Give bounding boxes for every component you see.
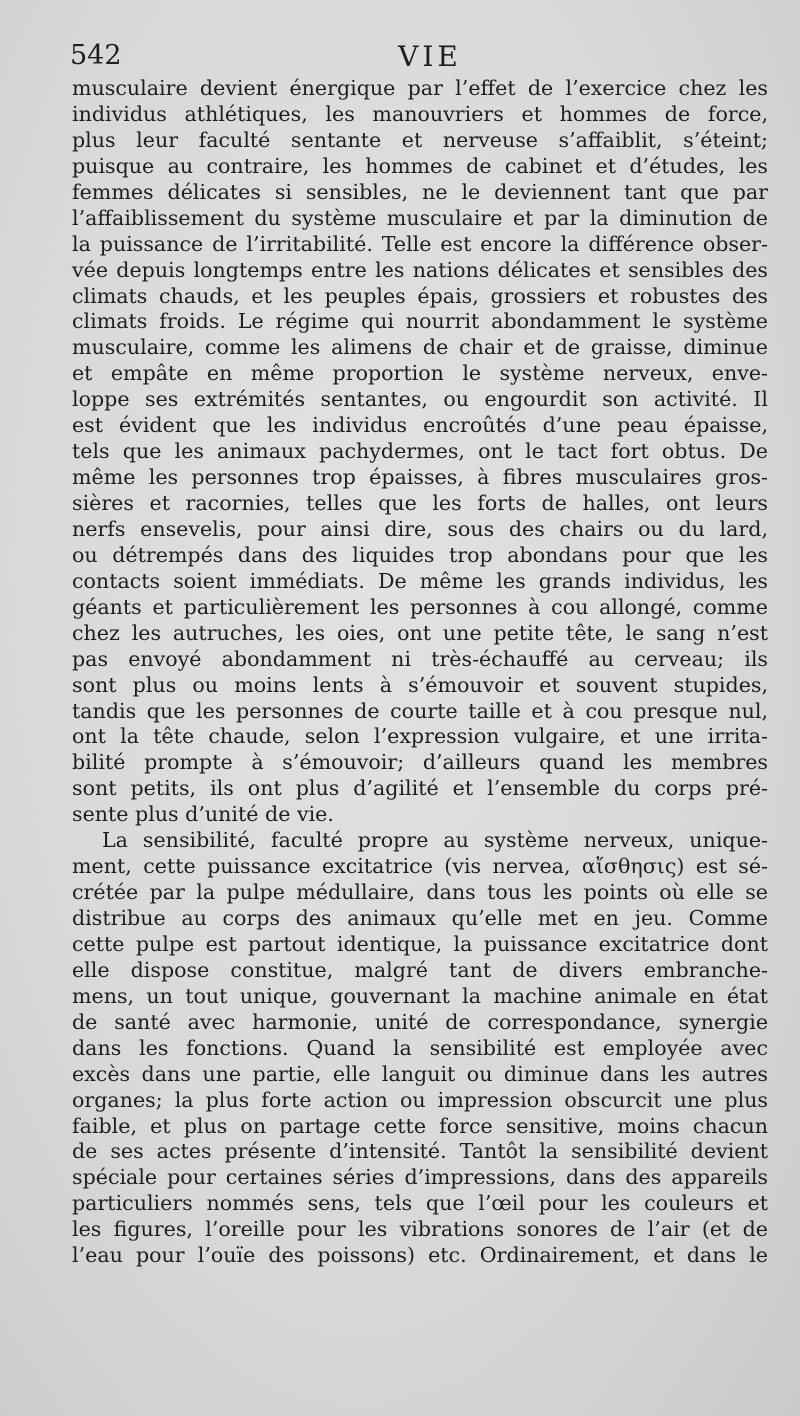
text-line: excès dans une partie, elle languit ou diminue dans les autres bbox=[72, 1061, 768, 1086]
text-line: de ses actes présente d’intensité. Tantôt la sensibilité devient bbox=[72, 1139, 768, 1164]
text-line: géants et particulièrement les personnes à cou allongé, comme bbox=[72, 594, 768, 619]
text-line: mens, un tout unique, gouvernant la machine animale en état bbox=[72, 983, 768, 1008]
page-header bbox=[70, 40, 760, 72]
text-line: de santé avec harmonie, unité de correspondance, synergie bbox=[72, 1009, 768, 1034]
text-line: et empâte en même proportion le système nerveux, enve- bbox=[72, 361, 768, 386]
text-line: climats froids. Le régime qui nourrit abondamment le système bbox=[72, 309, 768, 334]
text-line: ou détrempés dans des liquides trop abondans pour que les bbox=[72, 542, 768, 567]
text-line: sont petits, ils ont plus d’agilité et l’ensemble du corps pré- bbox=[72, 776, 768, 801]
text-line: individus athlétiques, les manouvriers et hommes de force, bbox=[72, 101, 768, 126]
text-line: musculaire devient énergique par l’effet de l’exercice chez les bbox=[72, 76, 768, 100]
text-line: tandis que les personnes de courte taille et à cou presque nul, bbox=[72, 698, 768, 723]
paragraph bbox=[72, 828, 768, 1269]
text-line: nerfs ensevelis, pour ainsi dire, sous des chairs ou du lard, bbox=[72, 516, 768, 541]
page-number: 542 bbox=[70, 40, 122, 71]
text-line: tels que les animaux pachydermes, ont le tact fort obtus. De bbox=[72, 439, 768, 464]
text-line: pas envoyé abondamment ni très-échauffé au cerveau; ils bbox=[72, 646, 768, 671]
text-line: plus leur faculté sentante et nerveuse s’affaiblit, s’éteint; bbox=[72, 127, 768, 152]
text-line: La sensibilité, faculté propre au système nerveux, unique- bbox=[102, 828, 768, 853]
text-line: climats chauds, et les peuples épais, grossiers et robustes des bbox=[72, 283, 768, 308]
text-line: femmes délicates si sensibles, ne le deviennent tant que par bbox=[72, 179, 768, 204]
text-line: vée depuis longtemps entre les nations délicates et sensibles des bbox=[72, 257, 768, 282]
text-line: l’affaiblissement du système musculaire et par la diminution de bbox=[72, 205, 768, 230]
text-line: spéciale pour certaines séries d’impressions, dans des appareils bbox=[72, 1165, 768, 1190]
text-line: crétée par la pulpe médullaire, dans tous les points où elle se bbox=[72, 880, 768, 905]
body-text bbox=[72, 76, 768, 1269]
text-line: ment, cette puissance excitatrice (vis nervea, αἴσθησις) est sé- bbox=[72, 854, 768, 879]
text-line: même les personnes trop épaisses, à fibres musculaires gros- bbox=[72, 465, 768, 490]
paragraph bbox=[72, 76, 768, 828]
text-line: musculaire, comme les alimens de chair et de graisse, diminue bbox=[72, 335, 768, 360]
text-line: elle dispose constitue, malgré tant de divers embranche- bbox=[72, 957, 768, 982]
text-line: bilité prompte à s’émouvoir; d’ailleurs quand les membres bbox=[72, 750, 768, 775]
text-line: particuliers nommés sens, tels que l’œil pour les couleurs et bbox=[72, 1191, 768, 1216]
text-line: cette pulpe est partout identique, la puissance excitatrice dont bbox=[72, 931, 768, 956]
text-line: sont plus ou moins lents à s’émouvoir et souvent stupides, bbox=[72, 672, 768, 697]
text-line: sières et racornies, telles que les forts de halles, ont leurs bbox=[72, 491, 768, 515]
text-line: puisque au contraire, les hommes de cabinet et d’études, les bbox=[72, 153, 768, 178]
text-line: les figures, l’oreille pour les vibrations sonores de l’air (et de bbox=[72, 1217, 768, 1242]
text-line: la puissance de l’irritabilité. Telle est encore la différence obser- bbox=[72, 231, 768, 256]
text-line: contacts soient immédiats. De même les grands individus, les bbox=[72, 568, 768, 593]
running-head: VIE bbox=[398, 40, 462, 73]
text-line: dans les fonctions. Quand la sensibilité est employée avec bbox=[72, 1035, 768, 1060]
text-line: distribue au corps des animaux qu’elle met en jeu. Comme bbox=[72, 906, 768, 930]
text-line: chez les autruches, les oies, ont une petite tête, le sang n’est bbox=[72, 620, 768, 645]
text-line: faible, et plus on partage cette force sensitive, moins chacun bbox=[72, 1113, 768, 1138]
text-line: ont la tête chaude, selon l’expression vulgaire, et une irrita- bbox=[72, 724, 768, 749]
text-line: organes; la plus forte action ou impression obscurcit une plus bbox=[72, 1087, 768, 1112]
text-line: loppe ses extrémités sentantes, ou engourdit son activité. Il bbox=[72, 387, 768, 412]
text-line: sente plus d’unité de vie. bbox=[72, 802, 334, 827]
text-line: est évident que les individus encroûtés d’une peau épaisse, bbox=[72, 413, 768, 438]
text-line: l’eau pour l’ouïe des poissons) etc. Ordinairement, et dans le bbox=[72, 1243, 768, 1268]
